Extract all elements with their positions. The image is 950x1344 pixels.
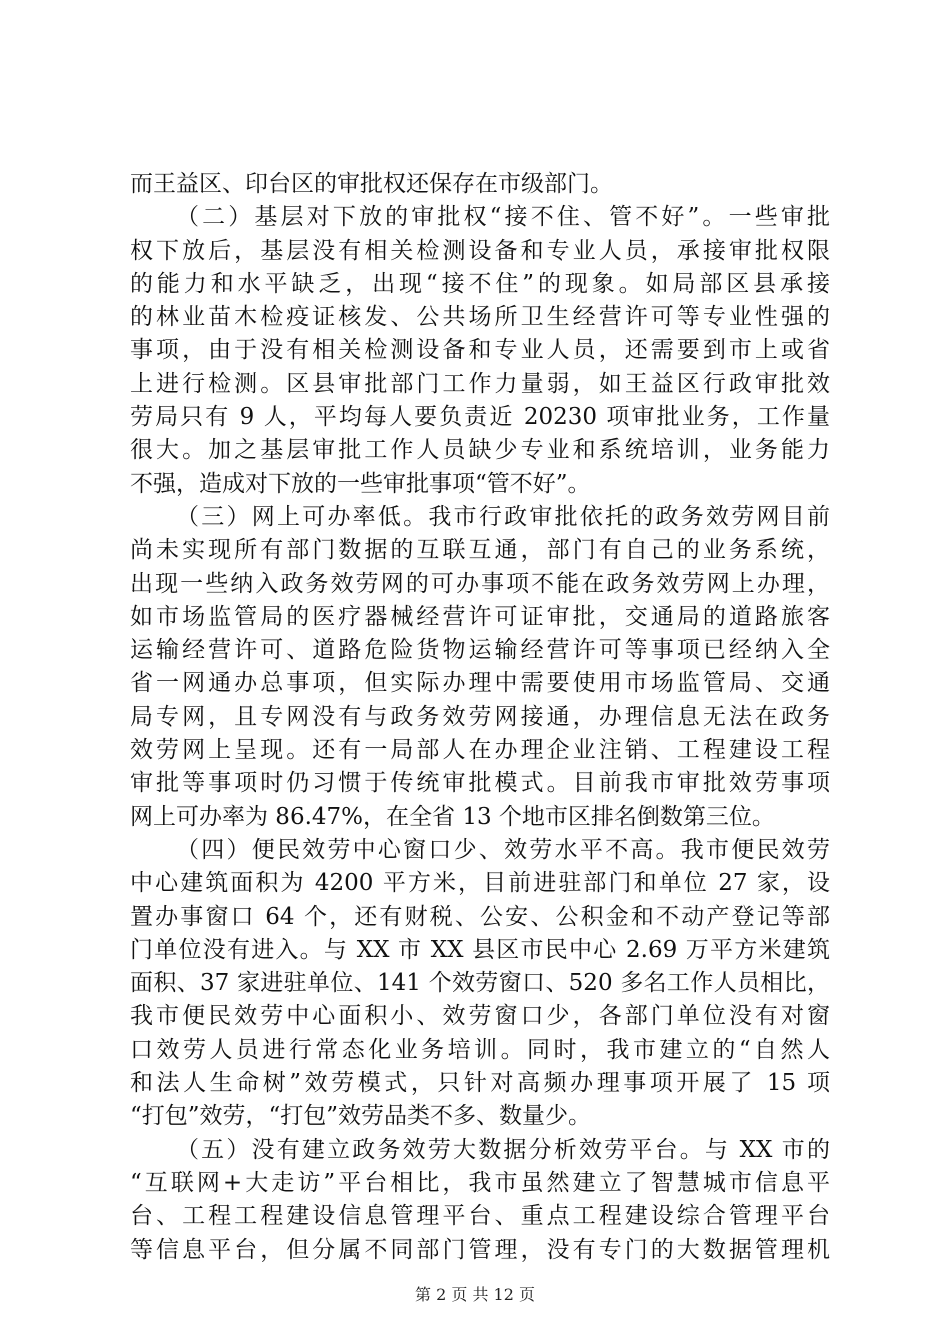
text-line: 劳局只有 9 人，平均每人要负责近 20230 项审批业务，工作量 <box>130 404 830 431</box>
text-line: 事项，由于没有相关检测设备和专业人员，还需要到市上或省 <box>130 337 830 364</box>
text-line: （四）便民效劳中心窗口少、效劳水平不高。我市便民效劳 <box>176 836 830 863</box>
text-line: 我市便民效劳中心面积小、效劳窗口少，各部门单位没有对窗 <box>130 1003 830 1030</box>
text-line: “互联网+大走访”平台相比，我市虽然建立了智慧城市信息平 <box>130 1169 830 1196</box>
text-line: 口效劳人员进行常态化业务培训。同时，我市建立的“自然人 <box>130 1036 830 1063</box>
text-line: 局专网，且专网没有与政务效劳网接通，办理信息无法在政务 <box>130 703 830 730</box>
text-line: （五）没有建立政务效劳大数据分析效劳平台。与 XX 市的 <box>176 1136 830 1163</box>
document-body <box>130 168 830 1267</box>
text-line: （三）网上可办率低。我市行政审批依托的政务效劳网目前 <box>176 503 830 530</box>
text-line: 的能力和水平缺乏，出现“接不住”的现象。如局部区县承接 <box>130 270 830 297</box>
text-line: 审批等事项时仍习惯于传统审批模式。目前我市审批效劳事项 <box>130 770 830 797</box>
text-line: 置办事窗口 64 个，还有财税、公安、公积金和不动产登记等部 <box>130 903 830 930</box>
text-line: 运输经营许可、道路危险货物运输经营许可等事项已经纳入全 <box>130 637 830 664</box>
text-line: 网上可办率为 86.47%，在全省 13 个地市区排名倒数第三位。 <box>130 803 775 830</box>
text-line: 而王益区、印台区的审批权还保存在市级部门。 <box>130 171 613 197</box>
text-line: 的林业苗木检疫证核发、公共场所卫生经营许可等专业性强的 <box>130 304 830 331</box>
text-line: 台、工程工程建设信息管理平台、重点工程建设综合管理平台 <box>130 1203 830 1230</box>
text-line: 效劳网上呈现。还有一局部人在办理企业注销、工程建设工程 <box>130 737 830 764</box>
page-footer: 第 2 页 共 12 页 <box>415 1285 535 1304</box>
text-line: 省一网通办总事项，但实际办理中需要使用市场监管局、交通 <box>130 670 830 697</box>
text-line: 面积、37 家进驻单位、141 个效劳窗口、520 多名工作人员相比， <box>130 970 830 997</box>
text-line: 上进行检测。区县审批部门工作力量弱，如王益区行政审批效 <box>130 370 830 397</box>
text-line: 等信息平台，但分属不同部门管理，没有专门的大数据管理机 <box>130 1236 830 1263</box>
text-line: 门单位没有进入。与 XX 市 XX 县区市民中心 2.69 万平方米建筑 <box>130 936 830 963</box>
text-line: 出现一些纳入政务效劳网的可办事项不能在政务效劳网上办理， <box>130 570 830 597</box>
text-line: （二）基层对下放的审批权“接不住、管不好”。一些审批 <box>176 204 830 231</box>
text-line: “打包”效劳，“打包”效劳品类不多、数量少。 <box>130 1103 592 1130</box>
text-line: 和法人生命树”效劳模式，只针对高频办理事项开展了 15 项 <box>130 1070 830 1097</box>
text-line: 很大。加之基层审批工作人员缺少专业和系统培训，业务能力 <box>130 437 830 464</box>
text-line: 不强，造成对下放的一些审批事项“管不好”。 <box>130 470 591 497</box>
text-line: 权下放后，基层没有相关检测设备和专业人员，承接审批权限 <box>130 237 830 264</box>
text-line: 中心建筑面积为 4200 平方米，目前进驻部门和单位 27 家，设 <box>130 870 830 897</box>
text-line: 如市场监管局的医疗器械经营许可证审批，交通局的道路旅客 <box>130 603 830 630</box>
text-line: 尚未实现所有部门数据的互联互通，部门有自己的业务系统， <box>130 537 830 564</box>
